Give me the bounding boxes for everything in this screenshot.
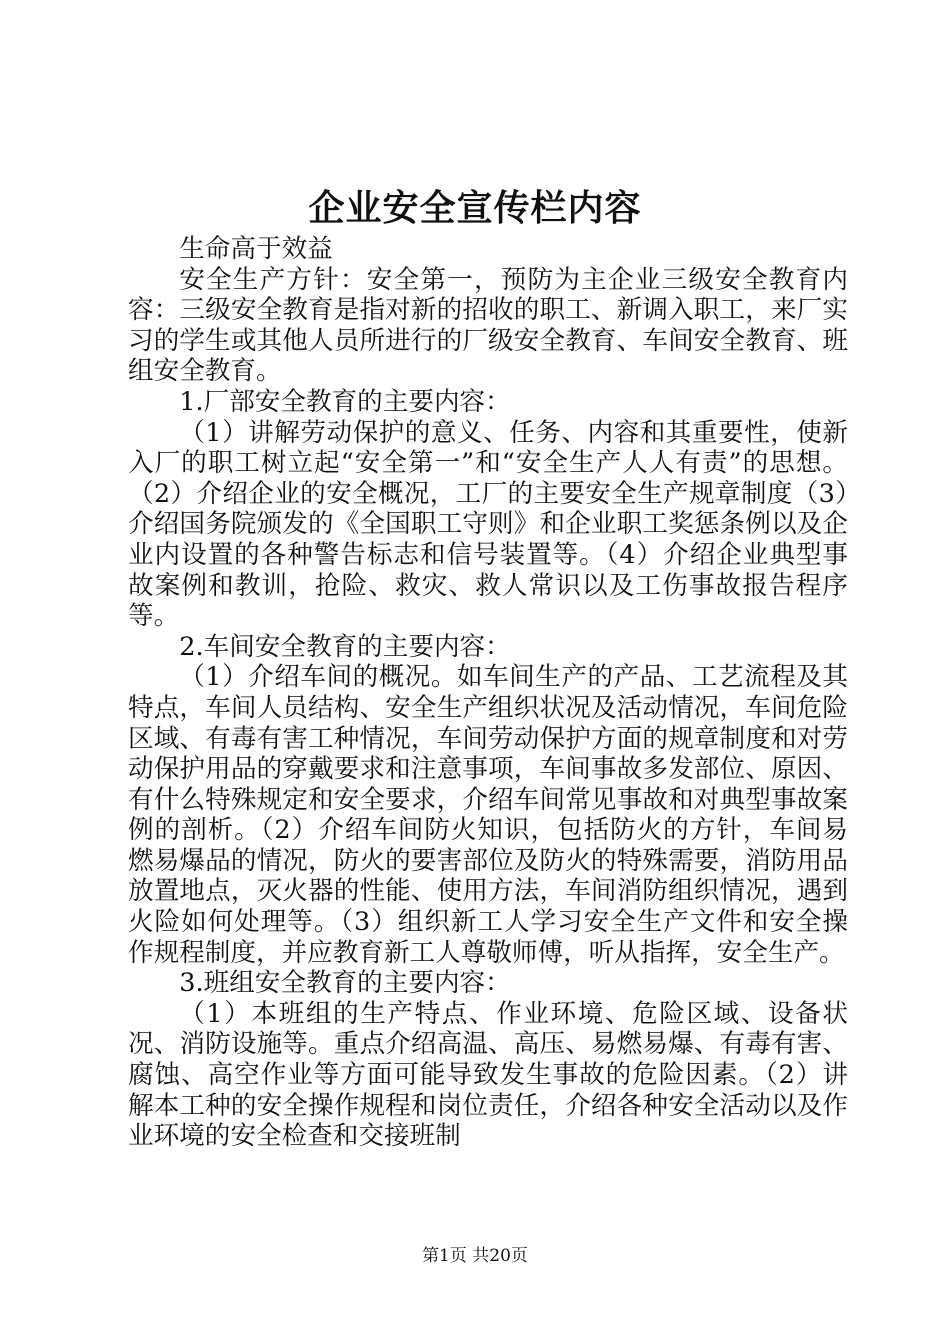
section-heading-team: 3.班组安全教育的主要内容： [179, 968, 511, 999]
paragraph-team-content: （1）本班组的生产特点、作业环境、危险区域、设备状况、消防设施等。重点介绍高温、高压、易燃易爆、有毒有害、腐蚀、高空作业等方面可能导致发生事故的危险因素。（2）讲解本工种的安全操作规程和岗位责任，介绍各种安全活动以及作业环境的安全检查和交接班制 [128, 998, 848, 1152]
paragraph-workshop-content: （1）介绍车间的概况。如车间生产的产品、工艺流程及其特点，车间人员结构、安全生产组织状况及活动情况，车间危险区域、有毒有害工种情况，车间劳动保护方面的规章制度和对劳动保护用品的穿戴要求和注意事项，车间事故多发部位、原因、有什么特殊规定和安全要求，介绍车间常见事故和对典型事故案例的剖析。（2）介绍车间防火知识，包括防火的方针，车间易燃易爆品的情况，防火的要害部位及防火的特殊需要，消防用品放置地点，灭火器的性能、使用方法，车间消防组织情况，遇到火险如何处理等。（3）组织新工人学习安全生产文件和安全操作规程制度，并应教育新工人尊敬师傅，听从指挥，安全生产。 [128, 662, 848, 968]
page-number-footer: 第1页 共20页 [422, 1246, 528, 1266]
document-body [128, 234, 848, 1152]
section-heading-factory: 1.厂部安全教育的主要内容： [179, 386, 511, 417]
paragraph-intro: 安全生产方针：安全第一，预防为主企业三级安全教育内容：三级安全教育是指对新的招收的职工、新调入职工，来厂实习的学生或其他人员所进行的厂级安全教育、车间安全教育、班组安全教育。 [128, 264, 848, 387]
section-heading-workshop: 2.车间安全教育的主要内容： [179, 631, 511, 662]
paragraph-factory-content: （1）讲解劳动保护的意义、任务、内容和其重要性，使新入厂的职工树立起“安全第一”和“安全生产人人有责”的思想。（2）介绍企业的安全概况，工厂的主要安全生产规章制度（3）介绍国务院颁发的《全国职工守则》和企业职工奖惩条例以及企业内设置的各种警告标志和信号装置等。（4）介绍企业典型事故案例和教训，抢险、救灾、救人常识以及工伤事故报告程序等。 [128, 417, 848, 632]
paragraph-motto: 生命高于效益 [179, 234, 333, 264]
document-title: 企业安全宣传栏内容 [308, 187, 642, 229]
